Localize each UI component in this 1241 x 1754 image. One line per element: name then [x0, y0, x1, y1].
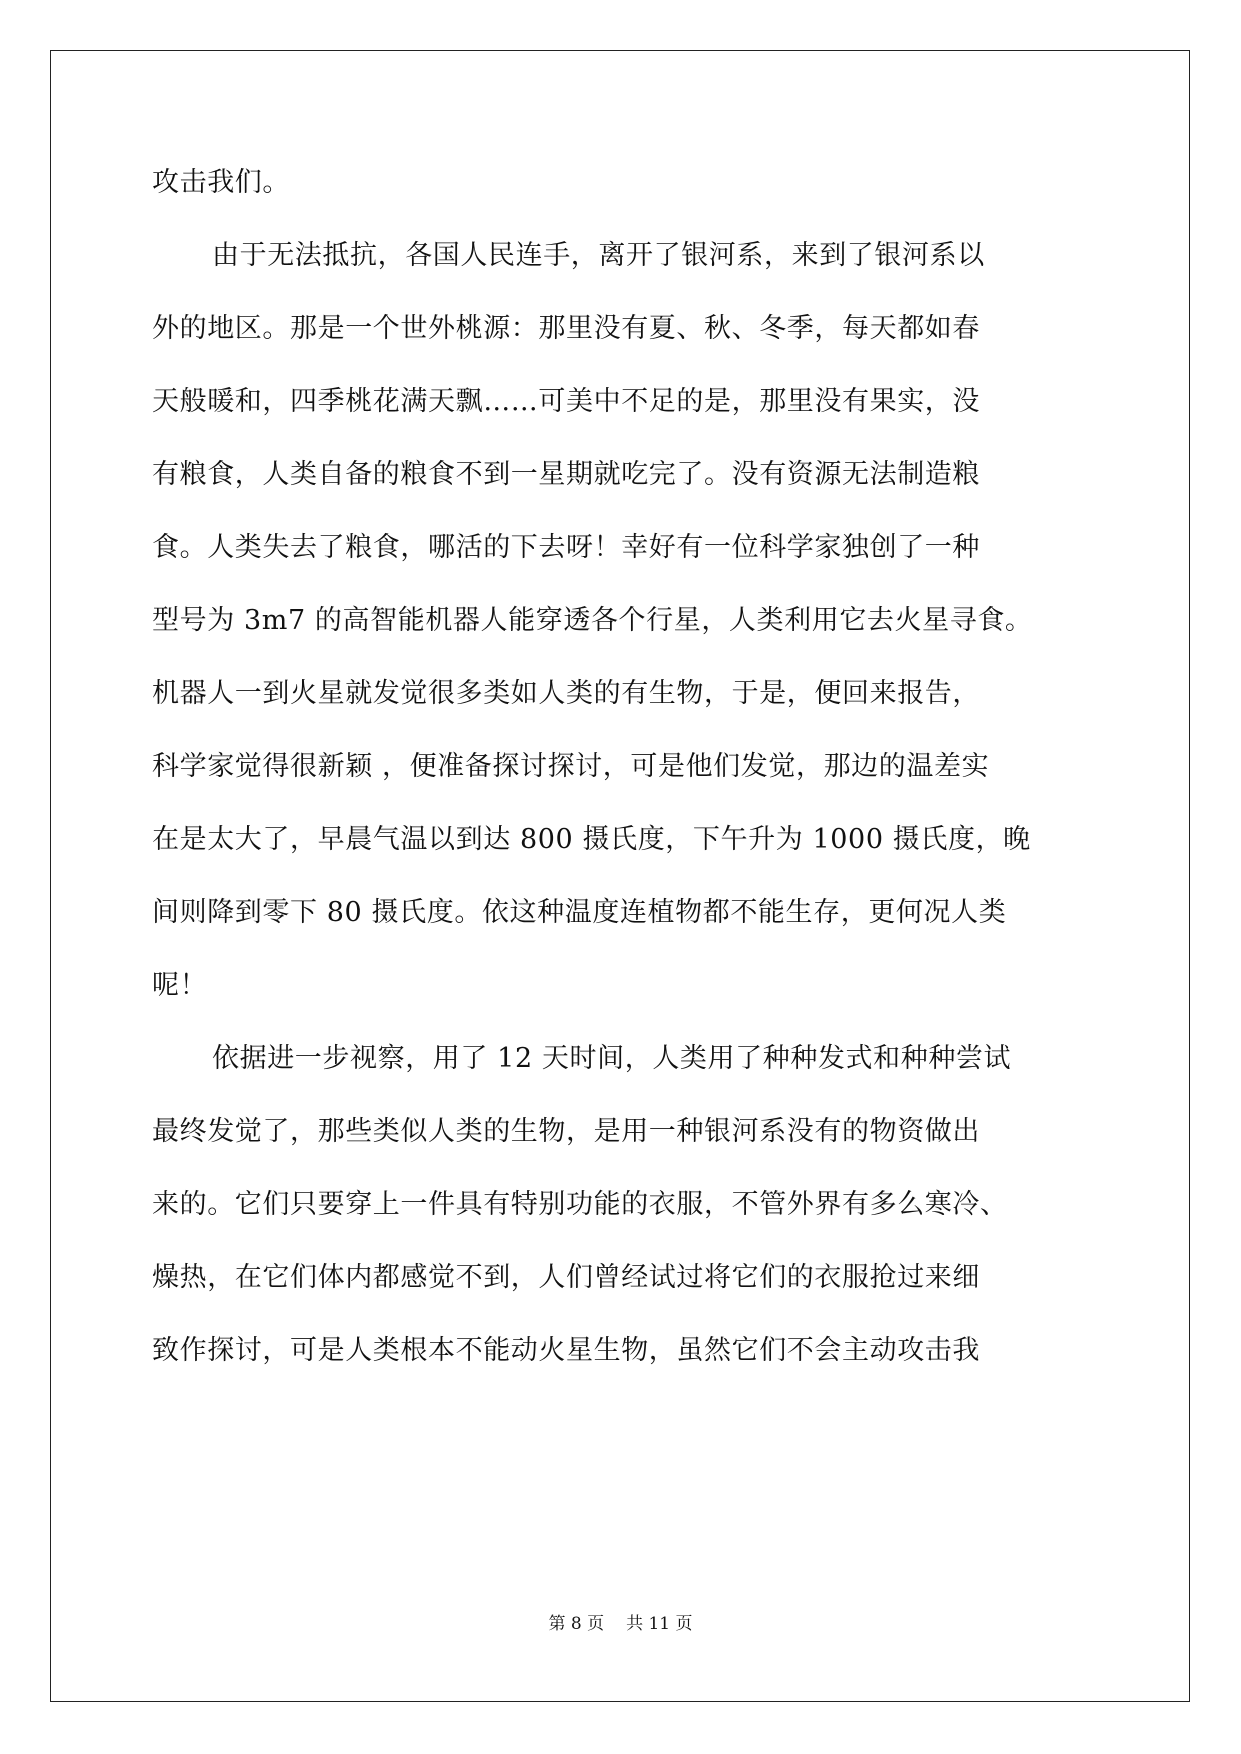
text-line: 来的。它们只要穿上一件具有特别功能的衣服，不管外界有多么寒冷、	[152, 1189, 1008, 1220]
text-line: 依据进一步视察，用了 12 天时间，人类用了种种发式和种种尝试	[212, 1043, 1012, 1074]
text-line: 由于无法抵抗，各国人民连手，离开了银河系，来到了银河系以	[212, 240, 985, 271]
text-line: 呢！	[152, 970, 208, 1001]
text-line: 食。人类失去了粮食，哪活的下去呀！幸好有一位科学家独创了一种	[152, 532, 980, 563]
text-line: 攻击我们。	[152, 167, 290, 198]
page-number: 第 8 页	[548, 1614, 605, 1634]
text-line: 有粮食，人类自备的粮食不到一星期就吃完了。没有资源无法制造粮	[152, 459, 980, 490]
text-line: 间则降到零下 80 摄氏度。依这种温度连植物都不能生存，更何况人类	[152, 897, 1007, 928]
text-line: 最终发觉了，那些类似人类的生物，是用一种银河系没有的物资做出	[152, 1116, 980, 1147]
text-line: 燥热，在它们体内都感觉不到，人们曾经试过将它们的衣服抢过来细	[152, 1262, 980, 1293]
text-line: 致作探讨，可是人类根本不能动火星生物，虽然它们不会主动攻击我	[152, 1335, 980, 1366]
text-line: 科学家觉得很新颖 ，便准备探讨探讨，可是他们发觉，那边的温差实	[152, 751, 990, 782]
text-line: 在是太大了，早晨气温以到达 800 摄氏度，下午升为 1000 摄氏度，晚	[152, 824, 1031, 855]
text-line: 外的地区。那是一个世外桃源：那里没有夏、秋、冬季，每天都如春	[152, 313, 980, 344]
text-line: 天般暖和，四季桃花满天飘……可美中不足的是，那里没有果实，没	[152, 386, 980, 417]
page-footer	[0, 1612, 1241, 1636]
text-line: 型号为 3m7 的高智能机器人能穿透各个行星，人类利用它去火星寻食。	[152, 605, 1033, 636]
page-total: 共 11 页	[626, 1614, 693, 1634]
text-line: 机器人一到火星就发觉很多类如人类的有生物，于是，便回来报告，	[152, 678, 980, 709]
page-border	[50, 50, 1190, 1702]
